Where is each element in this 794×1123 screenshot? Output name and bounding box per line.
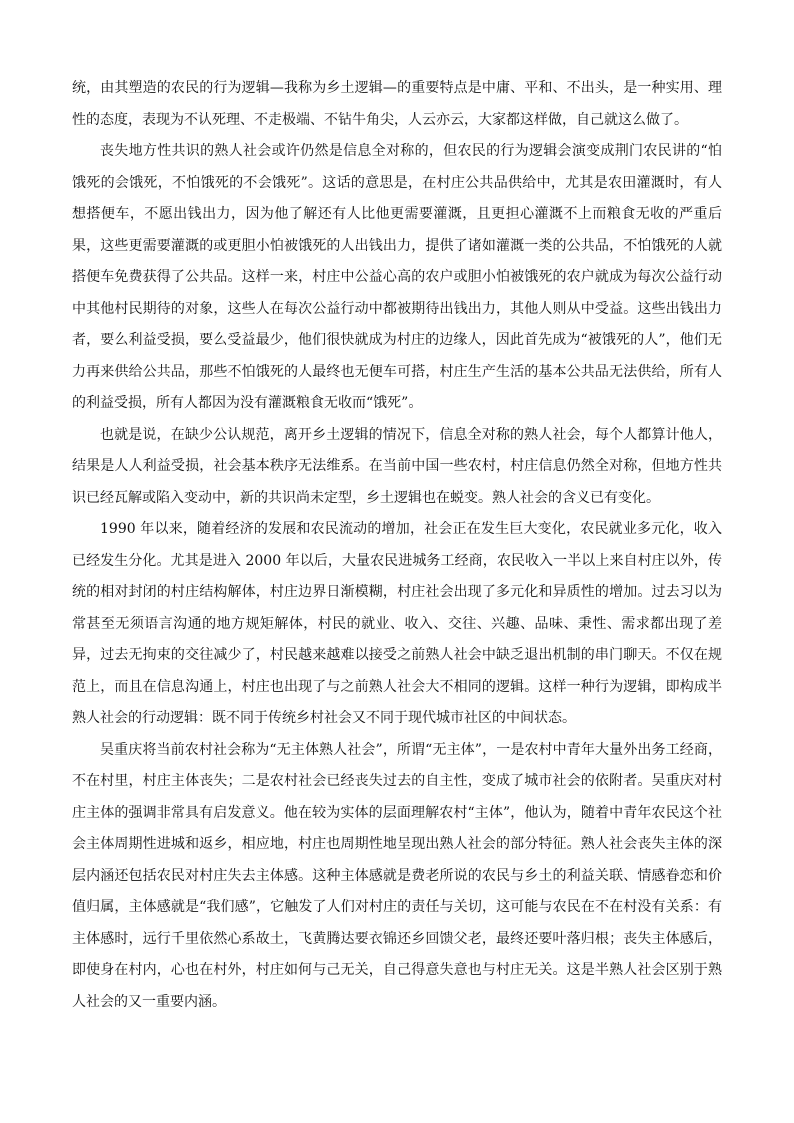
paragraph-3: 也就是说，在缺少公认规范，离开乡土逻辑的情况下，信息全对称的熟人社会，每个人都算计他人，结果是人人利益受损，社会基本秩序无法维系。在当前中国一些农村，村庄信息仍然全对称，但地方性共识已经瓦解或陷入变动中，新的共识尚未定型，乡土逻辑也在蜕变。熟人社会的含义已有变化。	[72, 426, 722, 506]
document-page	[72, 73, 722, 1018]
paragraph-1: 统，由其塑造的农民的行为逻辑—我称为乡土逻辑—的重要特点是中庸、平和、不出头，是一种实用、理性的态度，表现为不认死理、不走极端、不钻牛角尖，人云亦云，大家都这样做，自己就这么做了。	[72, 80, 722, 128]
paragraph-4: 1990 年以来，随着经济的发展和农民流动的增加，社会正在发生巨大变化，农民就业多元化，收入已经发生分化。尤其是进入 2000 年以后，大量农民进城务工经商，农民收入一半以上来自村庄以外，传统的相对封闭的村庄结构解体，村庄边界日渐模糊，村庄社会出现了多元化和异质性的增加。过去习以为常甚至无须语言沟通的地方规矩解体，村民的就业、收入、交往、兴趣、品味、秉性、需求都出现了差异，过去无拘束的交往减少了，村民越来越难以接受之前熟人社会中缺乏退出机制的串门聊天。不仅在规范上，而且在信息沟通上，村庄也出现了与之前熟人社会大不相同的逻辑。这样一种行为逻辑，即构成半熟人社会的行动逻辑：既不同于传统乡村社会又不同于现代城市社区的中间状态。	[72, 521, 722, 726]
paragraph-2: 丧失地方性共识的熟人社会或许仍然是信息全对称的，但农民的行为逻辑会演变成荆门农民讲的“怕饿死的会饿死，不怕饿死的不会饿死”。这话的意思是，在村庄公共品供给中，尤其是农田灌溉时，有人想搭便车，不愿出钱出力，因为他了解还有人比他更需要灌溉，且更担心灌溉不上而粮食无收的严重后果，这些更需要灌溉的或更胆小怕被饿死的人出钱出力，提供了诸如灌溉一类的公共品，不怕饿死的人就搭便车免费获得了公共品。这样一来，村庄中公益心高的农户或胆小怕被饿死的农户就成为每次公益行动中其他村民期待的对象，这些人在每次公益行动中都被期待出钱出力，其他人则从中受益。这些出钱出力者，要么利益受损，要么受益最少，他们很快就成为村庄的边缘人，因此首先成为“被饿死的人”，他们无力再来供给公共品，那些不怕饿死的人最终也无便车可搭，村庄生产生活的基本公共品无法供给，所有人的利益受损，所有人都因为没有灌溉粮食无收而“饿死”。	[72, 143, 722, 411]
paragraph-5: 吴重庆将当前农村社会称为“无主体熟人社会”，所谓“无主体”，一是农村中青年大量外出务工经商，不在村里，村庄主体丧失；二是农村社会已经丧失过去的自主性，变成了城市社会的依附者。吴重庆对村庄主体的强调非常具有启发意义。他在较为实体的层面理解农村“主体”，他认为，随着中青年农民这个社会主体周期性进城和返乡，相应地，村庄也周期性地呈现出熟人社会的部分特征。熟人社会丧失主体的深层内涵还包括农民对村庄失去主体感。这种主体感就是费老所说的农民与乡土的利益关联、情感眷恋和价值归属，主体感就是“我们感”，它触发了人们对村庄的责任与关切，这可能与农民在不在村没有关系：有主体感时，远行千里依然心系故土，飞黄腾达要衣锦还乡回馈父老，最终还要叶落归根；丧失主体感后，即使身在村内，心也在村外，村庄如何与己无关，自己得意失意也与村庄无关。这是半熟人社会区别于熟人社会的又一重要内涵。	[72, 741, 722, 1010]
